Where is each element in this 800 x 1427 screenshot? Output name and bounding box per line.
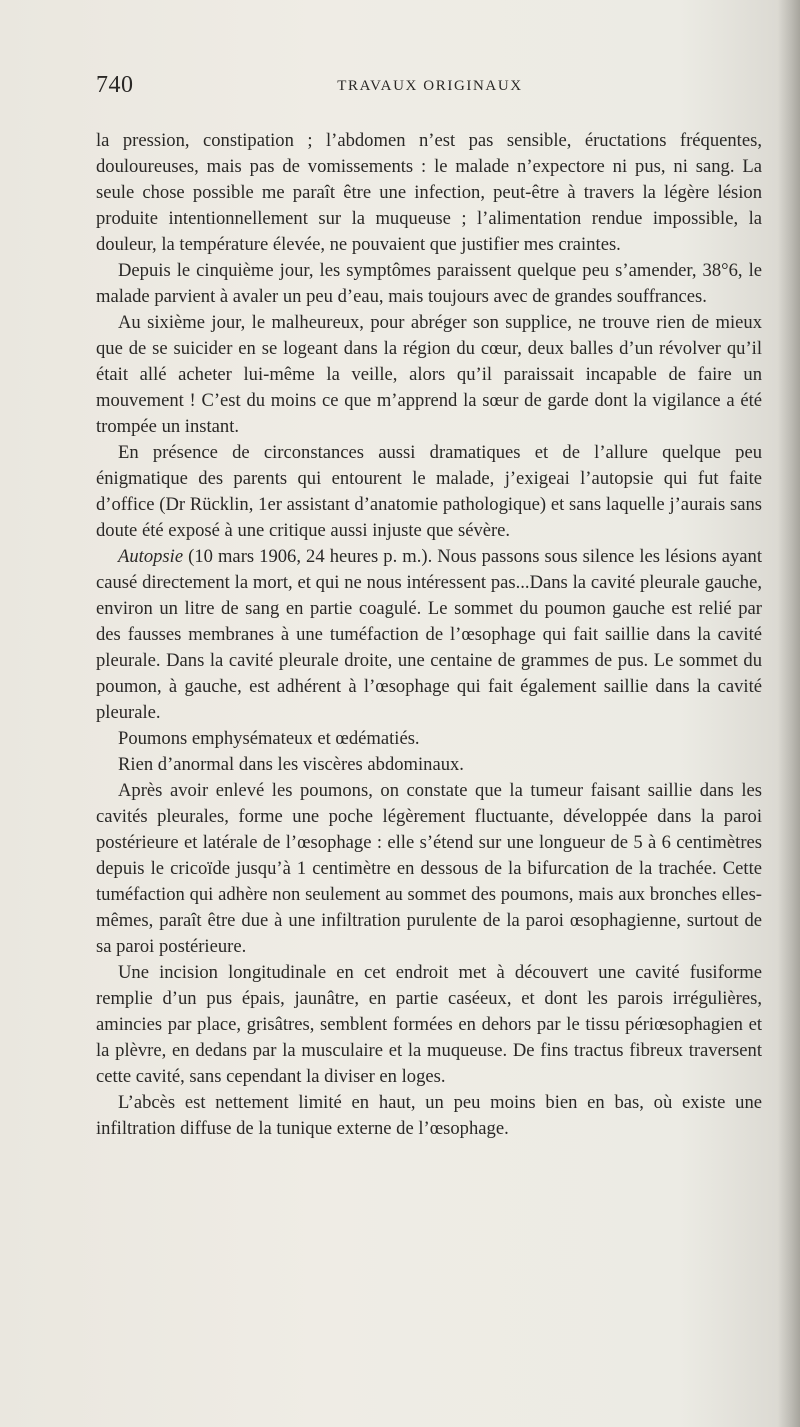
running-title: TRAVAUX ORIGINAUX [337,78,523,94]
running-header [96,72,764,108]
paragraph-4: En présence de circonstances aussi dramatiques et de l’allure quelque peu énigmatique des parents qui entourent le malade, j’exigeai l’autopsie qui fut faite d’office (Dr Rücklin, 1er assistant d’anatomie pathologique) et sans laquelle j’aurais sans doute été exposé à une critique aussi injuste que sévère. [96,442,762,541]
paragraph-9: Une incision longitudinale en cet endroit met à découvert une cavité fusiforme remplie d’un pus épais, jaunâtre, en partie caséeux, et dont les parois irrégulières, amincies par place, grisâtres, semblent formées en dehors par le tissu périœsophagien et la plèvre, en dedans par la musculaire et la muqueuse. De fins tractus fibreux traversent cette cavité, sans cependant la diviser en loges. [96,962,762,1087]
autopsie-heading: Autopsie [118,546,184,567]
paragraph-5 [96,544,762,726]
paragraph-3: Au sixième jour, le malheureux, pour abréger son supplice, ne trouve rien de mieux que de se suicider en se logeant dans la région du cœur, deux balles d’un révolver qu’il était allé acheter lui-même la veille, alors qu’il paraissait incapable de faire un mouvement ! C’est du moins ce que m’apprend la sœur de garde dont la vigilance a été trompée un instant. [96,312,762,437]
page-edge-shadow [778,0,800,1427]
paragraph-2: Depuis le cinquième jour, les symptômes paraissent quelque peu s’amender, 38°6, le malade parvient à avaler un peu d’eau, mais toujours avec de grandes souffrances. [96,260,762,307]
paragraph-8: Après avoir enlevé les poumons, on constate que la tumeur faisant saillie dans les cavités pleurales, forme une poche légèrement fluctuante, développée dans la paroi postérieure et latérale de l’œsophage : elle s’étend sur une longueur de 5 à 6 centimètres depuis le cricoïde jusqu’à 1 centimètre en dessous de la bifurcation de la trachée. Cette tuméfaction qui adhère non seulement au sommet des poumons, mais aux bronches elles-mêmes, paraît être due à une infiltration purulente de la paroi œsophagienne, surtout de sa paroi postérieure. [96,780,762,957]
paragraph-7: Rien d’anormal dans les viscères abdominaux. [118,754,464,775]
paragraph-10: L’abcès est nettement limité en haut, un peu moins bien en bas, où existe une infiltration diffuse de la tunique externe de l’œsophage. [96,1092,762,1139]
page-number: 740 [96,72,134,98]
paragraph-1: la pression, constipation ; l’abdomen n’est pas sensible, éructations fréquentes, douloureuses, mais pas de vomissements : le malade n’expectore ni pus, ni sang. La seule chose possible me paraît être une infection, peut-être à travers la légère lésion produite intentionnellement sur la muqueuse ; l’alimentation rendue impossible, la douleur, la température élevée, ne pouvaient que justifier mes craintes. [96,130,762,255]
paragraph-5-text: (10 mars 1906, 24 heures p. m.). Nous passons sous silence les lésions ayant causé directement la mort, et qui ne nous intéressent pas...Dans la cavité pleurale gauche, environ un litre de sang en partie coagulé. Le sommet du poumon gauche est relié par des fausses membranes à une tuméfaction de l’œsophage qui fait saillie dans la cavité pleurale. Dans la cavité pleurale droite, une centaine de grammes de pus. Le sommet du poumon, à gauche, est adhérent à l’œsophage qui fait également saillie dans la cavité pleurale. [96,546,762,723]
paragraph-6: Poumons emphysémateux et œdématiés. [118,728,420,749]
body-text [96,128,762,1142]
